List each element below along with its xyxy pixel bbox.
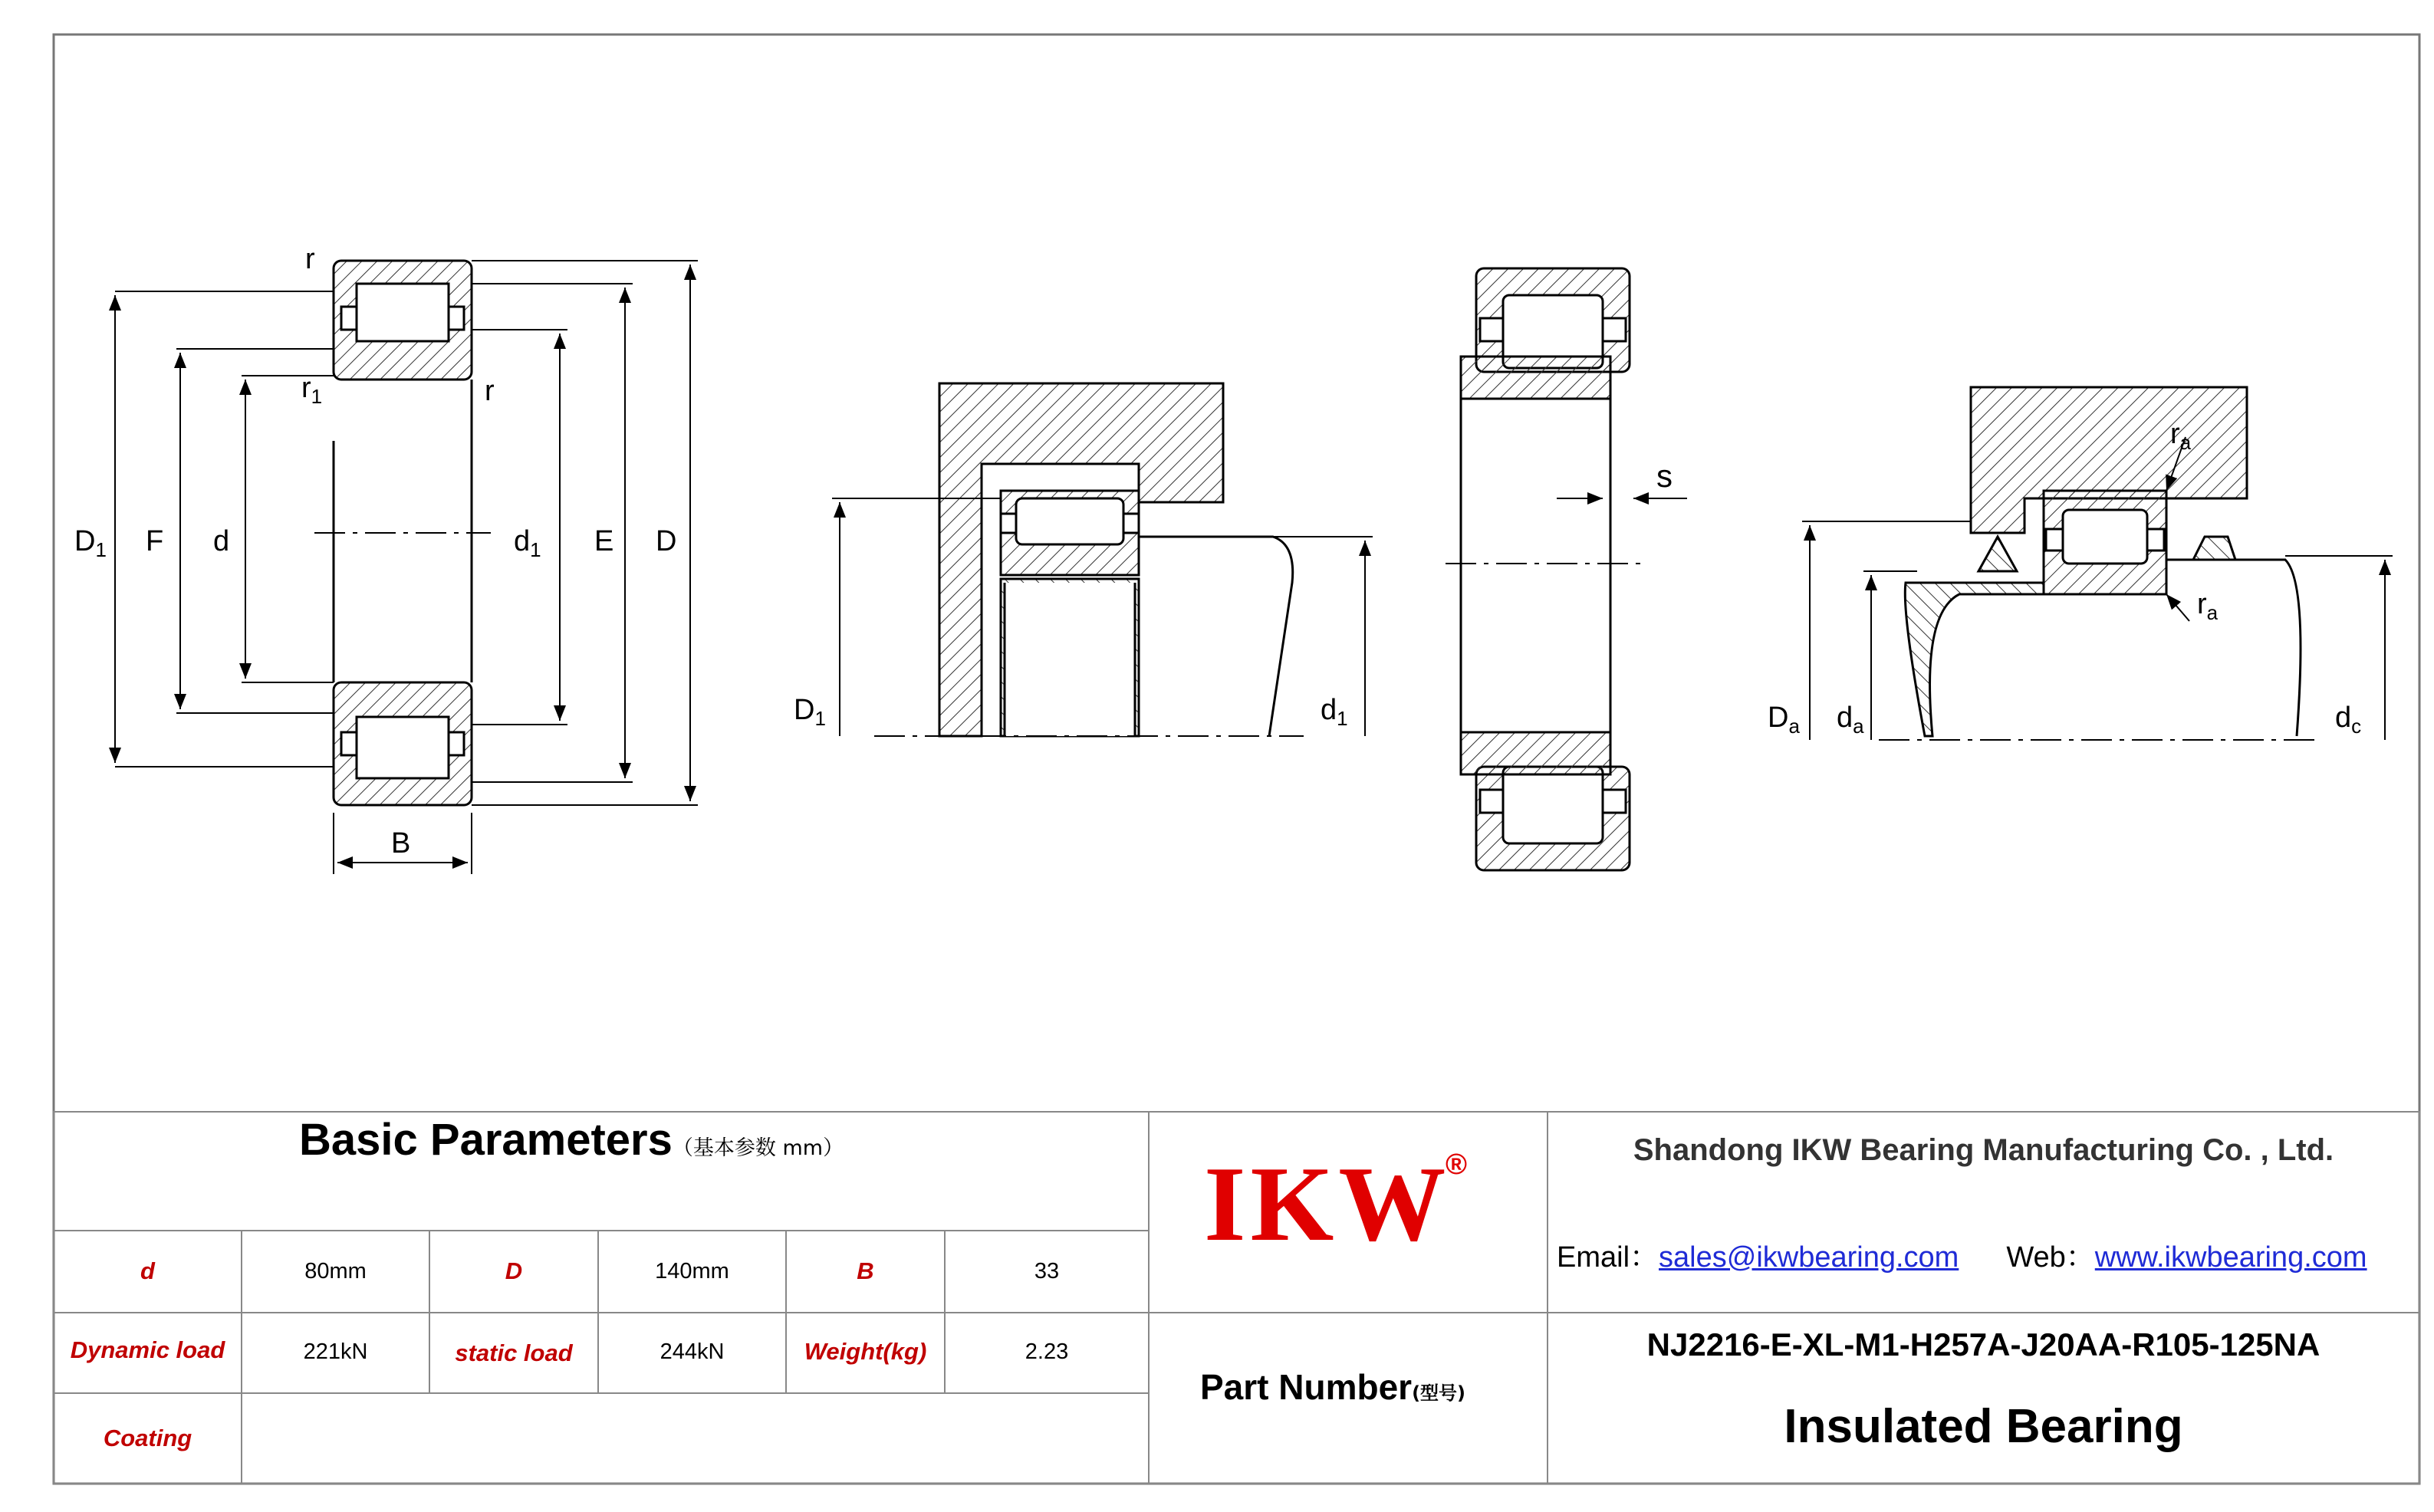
param-value-B: 33 [1034, 1259, 1060, 1284]
param-label-B: B [857, 1257, 874, 1284]
label-da: $d_a$ [1837, 702, 1864, 738]
label-r: r [305, 243, 315, 275]
figure-2-mounting [874, 383, 1304, 736]
params-title: Basic Parameters [299, 1115, 673, 1165]
label-D1-fig2: $D_1$ [794, 694, 826, 730]
web-label: Web： [2006, 1241, 2095, 1274]
label-r-mid: r [485, 375, 495, 407]
part-number-value: NJ2216-E-XL-M1-H257A-J20AA-R105-125NA [1646, 1326, 2321, 1362]
param-value-dynamic-load: 221kN [303, 1339, 368, 1364]
label-dc: $d_c$ [2335, 702, 2362, 738]
label-d1: $d_1$ [514, 525, 541, 561]
web-link[interactable]: www.ikwbearing.com [2094, 1241, 2367, 1274]
email-label: Email： [1557, 1241, 1659, 1274]
params-title-unit: （基本参数 mm） [672, 1136, 844, 1160]
param-label-D: D [505, 1257, 523, 1284]
part-number-label-cn: (型号) [1412, 1382, 1466, 1404]
label-E: E [594, 525, 614, 557]
label-ra-bottom: $r_a$ [2197, 588, 2219, 624]
label-D: D [656, 525, 677, 557]
param-value-static-load: 244kN [659, 1339, 725, 1364]
param-label-dynamic-load: Dynamic load [70, 1336, 225, 1363]
label-F: F [146, 525, 164, 557]
params-title-row [299, 1114, 989, 1168]
label-B: B [391, 827, 411, 860]
figure-3-axial-play [1446, 268, 1645, 870]
param-label-coating: Coating [103, 1425, 192, 1451]
figure-1-cross-section [314, 261, 491, 805]
param-label-static-load: static load [455, 1339, 573, 1366]
label-D1: $D_1$ [74, 525, 107, 561]
label-d1-fig2: $d_1$ [1321, 694, 1348, 730]
product-type: Insulated Bearing [1784, 1400, 2183, 1453]
param-label-weight: Weight(kg) [804, 1338, 927, 1365]
label-Da: $D_a$ [1768, 702, 1800, 738]
ikw-logo [1204, 1142, 1480, 1273]
contact-row [1557, 1233, 2419, 1275]
param-value-weight: 2.23 [1025, 1339, 1069, 1364]
param-value-d: 80mm [304, 1259, 367, 1284]
label-r1: $r_1$ [301, 372, 323, 408]
label-s: s [1656, 458, 1673, 494]
part-number-label-row [1200, 1366, 1530, 1408]
figure-3-labels [1656, 458, 1673, 494]
logo-registered-mark: ® [1446, 1149, 1467, 1181]
param-label-d: d [140, 1257, 155, 1284]
figure-4-abutment [1879, 387, 2316, 740]
label-ra-top: $r_a$ [2170, 418, 2192, 454]
param-value-D: 140mm [655, 1259, 729, 1284]
label-d: d [213, 525, 230, 557]
part-number-label: Part Number [1200, 1367, 1413, 1407]
email-link[interactable]: sales@ikwbearing.com [1659, 1241, 1959, 1274]
company-name: Shandong IKW Bearing Manufacturing Co. , Ltd. [1633, 1133, 2334, 1167]
logo-text: IKW [1204, 1145, 1451, 1264]
